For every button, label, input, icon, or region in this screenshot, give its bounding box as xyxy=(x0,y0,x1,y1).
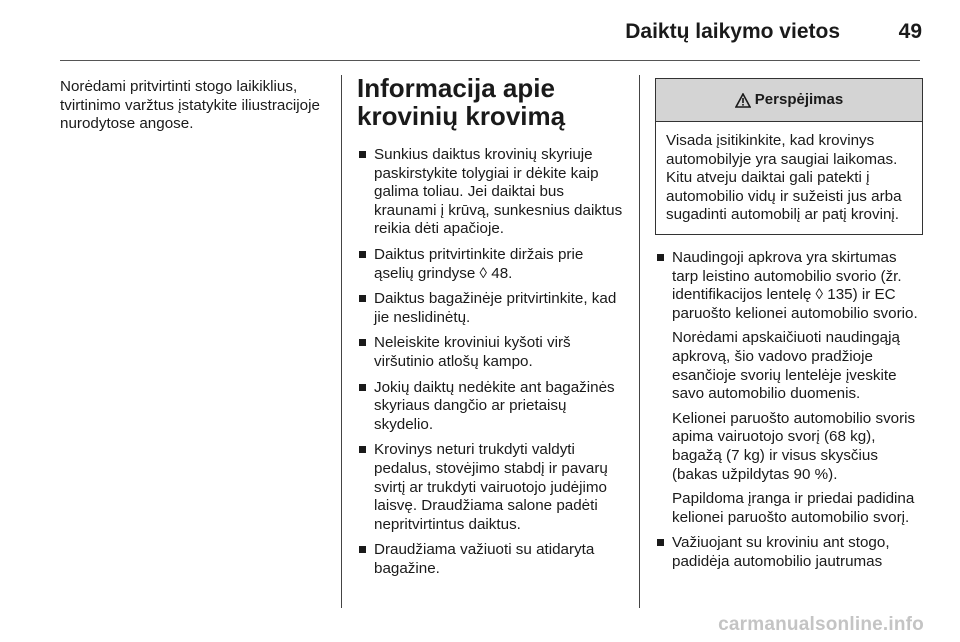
warning-title: Perspėjimas xyxy=(754,90,844,108)
bullet-square-icon xyxy=(359,251,366,258)
list-item-text: Krovinys neturi trukdyti valdyti pedalus, stovėjimo stabdį ir pavarų svirtį ar trukdyti vairuotojo judėjimo laisvę. Draudžiama salone padėti nepritvirtintus daiktus. xyxy=(374,441,608,533)
warning-box xyxy=(655,78,923,235)
bullet-square-icon xyxy=(657,539,664,546)
list-item-text: Neleiskite kroviniui kyšoti virš viršutinio atlošų kampo. xyxy=(374,334,571,370)
section-title-line-2: krovinių krovimą xyxy=(357,101,566,131)
column-right xyxy=(655,78,923,578)
bullet-square-icon xyxy=(657,254,664,261)
list-item-text: Draudžiama važiuoti su atidaryta bagažine. xyxy=(374,541,595,577)
column-divider-right xyxy=(639,75,640,608)
column-divider-left xyxy=(341,75,342,608)
payload-bullet-list xyxy=(655,249,923,572)
list-item-subparagraph: Norėdami apskaičiuoti naudingąją apkrovą, šio vadovo pradžioje esančioje svorių lentelėje įveskite savo automobilio duomenis. xyxy=(672,329,900,403)
bullet-square-icon xyxy=(359,446,366,453)
list-item-text: Naudingoji apkrova yra skirtumas tarp leistino automobilio svorio (žr. identifikacijos lentelę ◊ 135) ir EC paruošto kelionei automobilio svorio. xyxy=(672,248,918,322)
list-item xyxy=(357,146,625,239)
list-item xyxy=(357,379,625,435)
list-item-text: Jokių daiktų nedėkite ant bagažinės skyriaus dangčio ar prietaisų skydelio. xyxy=(374,378,615,433)
list-item xyxy=(357,334,625,371)
list-item-text: Važiuojant su kroviniu ant stogo, padidėja automobilio jautrumas xyxy=(672,534,890,570)
footer-watermark-url: carmanualsonline.info xyxy=(718,614,924,635)
page-number: 49 xyxy=(898,20,922,43)
bullet-square-icon xyxy=(359,295,366,302)
header-rule xyxy=(60,60,920,61)
list-item xyxy=(655,249,923,527)
list-item xyxy=(357,541,625,578)
warning-header xyxy=(656,79,922,122)
page-header-title: Daiktų laikymo vietos xyxy=(625,20,840,43)
bullet-square-icon xyxy=(359,151,366,158)
bullet-square-icon xyxy=(359,339,366,346)
warning-text: Visada įsitikinkite, kad krovinys automobilyje yra saugiai laikomas. Kitu atveju daiktai gali patekti į automobilio vidų ir sužeisti jus arba sugadinti automobilį ar patį krovinį. xyxy=(666,132,902,224)
list-item-subparagraph: Kelionei paruošto automobilio svoris apima vairuotojo svorį (68 kg), bagažą (7 kg) ir visus skysčius (bakas užpildytas 90 %). xyxy=(672,409,916,483)
roof-rack-instruction: Norėdami pritvirtinti stogo laikiklius, tvirtinimo varžtus įstatykite iliustracijoje nurodytose angose. xyxy=(60,78,320,133)
list-item xyxy=(357,441,625,534)
list-item xyxy=(357,290,625,327)
list-item-text: Daiktus bagažinėje pritvirtinkite, kad jie neslidinėtų. xyxy=(374,290,617,326)
bullet-square-icon xyxy=(359,546,366,553)
section-title-line-1: Informacija apie xyxy=(357,73,555,103)
section-title xyxy=(357,74,625,130)
column-left xyxy=(60,78,330,134)
loading-bullet-list xyxy=(357,146,625,578)
warning-triangle-icon xyxy=(735,93,751,108)
list-item xyxy=(655,534,923,571)
column-middle xyxy=(357,74,625,585)
list-item-text: Sunkius daiktus krovinių skyriuje paskirstykite tolygiai ir dėkite kaip galima toliau. Jei daiktai bus kraunami į krūvą, sunkesnius daiktus reikia dėti apačioje. xyxy=(374,146,623,238)
list-item-subparagraph: Papildoma įranga ir priedai padidina kelionei paruošto automobilio svorį. xyxy=(672,490,915,526)
list-item xyxy=(357,246,625,283)
bullet-square-icon xyxy=(359,384,366,391)
list-item-text: Daiktus pritvirtinkite diržais prie ąselių grindyse ◊ 48. xyxy=(374,245,584,282)
